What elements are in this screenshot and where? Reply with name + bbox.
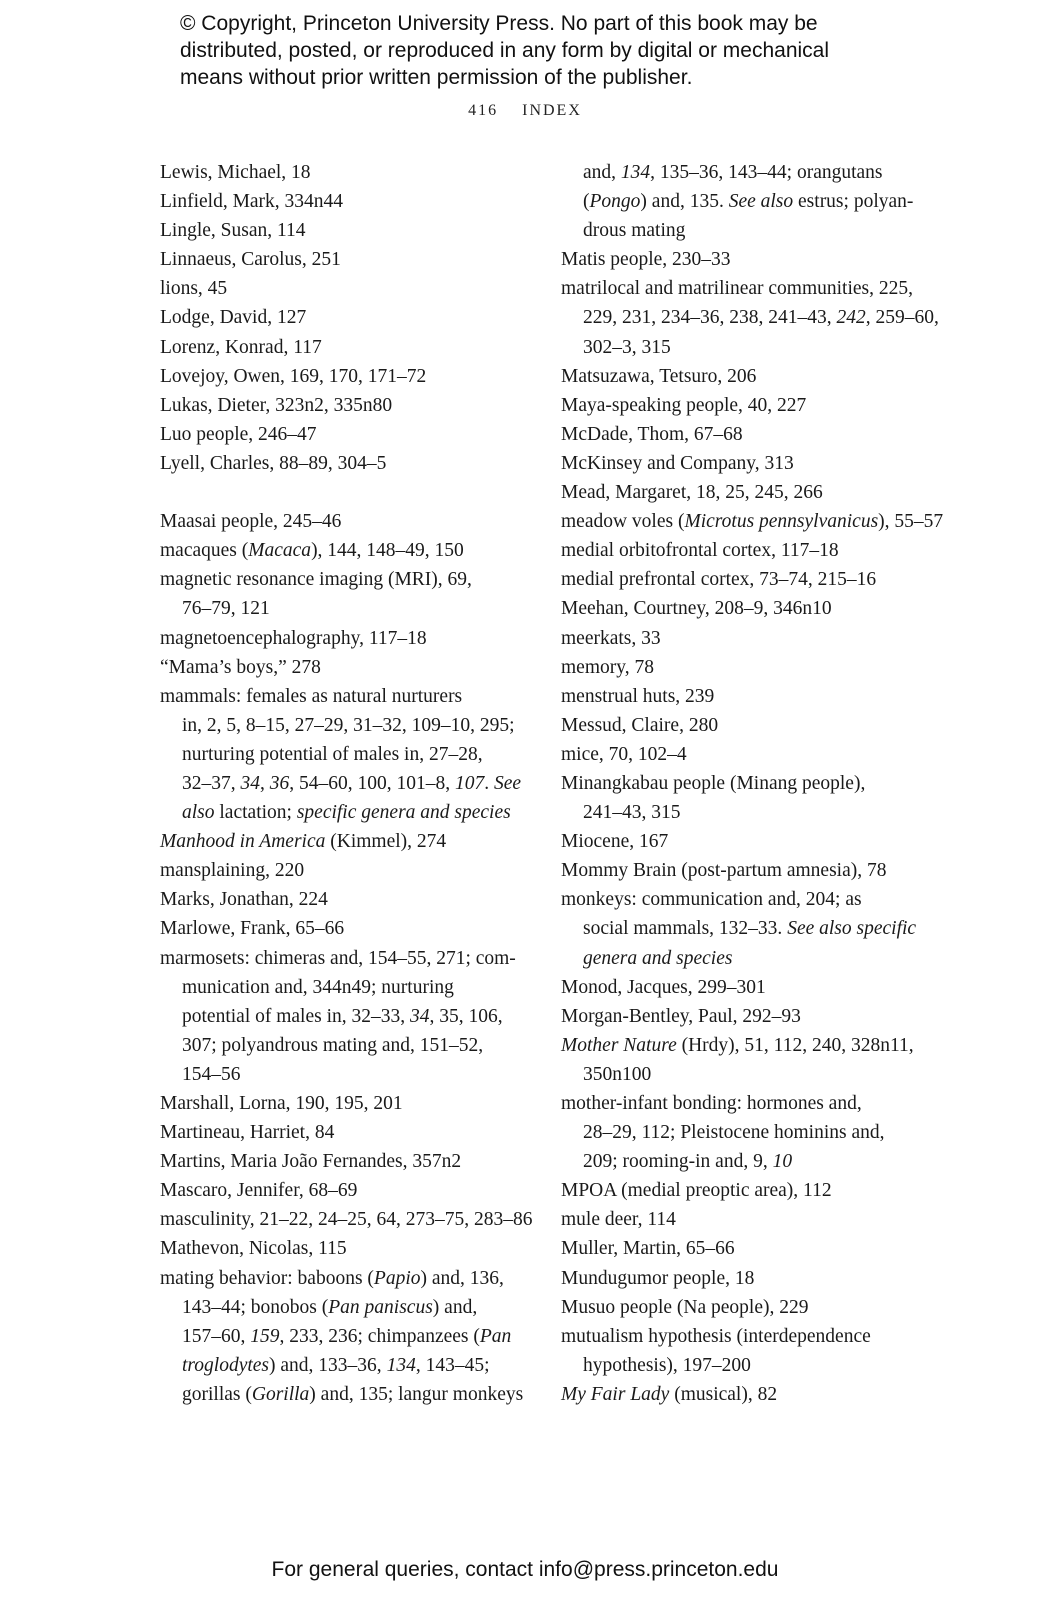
index-entry-continuation: social mammals, 132–33. See also specific: [583, 918, 917, 940]
index-entry: meerkats, 33: [561, 627, 661, 649]
index-entry: medial orbitofrontal cortex, 117–18: [561, 540, 839, 562]
index-entry: mansplaining, 220: [160, 860, 305, 882]
index-entry-continuation: nurturing potential of males in, 27–28,: [182, 743, 483, 765]
copyright-line-1: © Copyright, Princeton University Press. No part of this book may be: [180, 12, 818, 35]
index-entry: McKinsey and Company, 313: [561, 452, 794, 474]
index-entry-continuation: troglodytes) and, 133–36, 134, 143–45;: [182, 1354, 490, 1376]
footer-contact: For general queries, contact info@press.princeton.edu: [271, 1558, 779, 1581]
index-entry-continuation: 143–44; bonobos (Pan paniscus) and,: [182, 1296, 478, 1318]
index-entry: Maya-speaking people, 40, 227: [561, 394, 807, 416]
index-entry: magnetic resonance imaging (MRI), 69,: [160, 569, 472, 591]
index-entry-continuation: 154–56: [182, 1063, 241, 1085]
index-entry-continuation: 209; rooming-in and, 9, 10: [583, 1151, 793, 1173]
index-entry-continuation: genera and species: [583, 947, 733, 969]
index-entry: lions, 45: [160, 278, 228, 300]
index-entry-continuation: (Pongo) and, 135. See also estrus; polyan-: [583, 191, 914, 213]
index-entry-continuation: 302–3, 315: [583, 336, 671, 358]
index-entry: Mead, Margaret, 18, 25, 245, 266: [561, 482, 823, 504]
index-entry: Meehan, Courtney, 208–9, 346n10: [561, 598, 832, 620]
index-column-right: [561, 158, 944, 1409]
index-entry-continuation: also lactation; specific genera and species: [182, 802, 511, 824]
index-entry: Martins, Maria João Fernandes, 357n2: [160, 1151, 462, 1173]
index-entry: Monod, Jacques, 299–301: [561, 976, 766, 998]
index-entry-continuation: 32–37, 34, 36, 54–60, 100, 101–8, 107. See: [182, 772, 522, 794]
index-entry: Martineau, Harriet, 84: [160, 1122, 335, 1144]
index-entry: Linfield, Mark, 334n44: [160, 191, 344, 213]
index-entry-continuation: 229, 231, 234–36, 238, 241–43, 242, 259–60,: [583, 307, 939, 329]
index-entry-continuation: in, 2, 5, 8–15, 27–29, 31–32, 109–10, 295;: [182, 714, 515, 736]
index-entry: Lewis, Michael, 18: [160, 162, 311, 183]
index-entry: Mommy Brain (post-partum amnesia), 78: [561, 860, 887, 882]
index-entry: Marks, Jonathan, 224: [160, 889, 328, 911]
running-head: [0, 102, 1050, 120]
section-title: INDEX: [522, 102, 582, 119]
index-entry-continuation: gorillas (Gorilla) and, 135; langur monkeys: [182, 1383, 524, 1405]
index-entry: Manhood in America (Kimmel), 274: [160, 831, 447, 853]
index-entry: Matsuzawa, Tetsuro, 206: [561, 365, 757, 387]
index-entry-continuation: 28–29, 112; Pleistocene hominins and,: [583, 1122, 885, 1144]
index-entry: “Mama’s boys,” 278: [160, 656, 321, 678]
index-entry: Lorenz, Konrad, 117: [160, 336, 322, 358]
index-entry: mutualism hypothesis (interdependence: [561, 1325, 871, 1347]
page-number: 416: [468, 102, 499, 119]
index-entry: mice, 70, 102–4: [561, 743, 687, 765]
index-entry-continuation: 241–43, 315: [583, 802, 681, 824]
index-entry: macaques (Macaca), 144, 148–49, 150: [160, 540, 464, 562]
index-entry: magnetoencephalography, 117–18: [160, 627, 427, 649]
index-entry: Lingle, Susan, 114: [160, 220, 306, 242]
index-gap: [160, 478, 520, 507]
index-entry-continuation: and, 134, 135–36, 143–44; orangutans: [583, 162, 883, 183]
index-entry: matrilocal and matrilinear communities, 225,: [561, 278, 913, 300]
index-entry: Marlowe, Frank, 65–66: [160, 918, 345, 940]
copyright-notice: [180, 10, 900, 91]
copyright-line-3: means without prior written permission of the publisher.: [180, 66, 693, 89]
index-entry: Mathevon, Nicolas, 115: [160, 1238, 347, 1260]
index-entry: marmosets: chimeras and, 154–55, 271; com-: [160, 947, 516, 969]
index-entry: Musuo people (Na people), 229: [561, 1296, 809, 1318]
index-entry: Minangkabau people (Minang people),: [561, 772, 866, 794]
index-entry-continuation: 350n100: [583, 1063, 652, 1085]
index-entry: Messud, Claire, 280: [561, 714, 719, 736]
index-entry: Morgan-Bentley, Paul, 292–93: [561, 1005, 801, 1027]
index-entry: My Fair Lady (musical), 82: [561, 1383, 778, 1405]
index-entry: Lovejoy, Owen, 169, 170, 171–72: [160, 365, 427, 387]
index-entry-continuation: 157–60, 159, 233, 236; chimpanzees (Pan: [182, 1325, 512, 1347]
index-entry-continuation: hypothesis), 197–200: [583, 1354, 751, 1376]
index-entry: menstrual huts, 239: [561, 685, 715, 707]
index-entry: Mother Nature (Hrdy), 51, 112, 240, 328n11,: [561, 1034, 914, 1056]
index-entry: mother-infant bonding: hormones and,: [561, 1093, 862, 1114]
index-entry: mule deer, 114: [561, 1209, 676, 1231]
index-entry: Linnaeus, Carolus, 251: [160, 249, 341, 271]
index-entry-continuation: munication and, 344n49; nurturing: [182, 976, 454, 998]
index-entry: masculinity, 21–22, 24–25, 64, 273–75, 283–86: [160, 1209, 533, 1231]
copyright-line-2: distributed, posted, or reproduced in any form by digital or mechanical: [180, 39, 830, 62]
index-entry: MPOA (medial preoptic area), 112: [561, 1180, 832, 1202]
index-entry: Matis people, 230–33: [561, 249, 731, 271]
index-entry: Miocene, 167: [561, 831, 669, 853]
index-entry: Maasai people, 245–46: [160, 511, 342, 533]
index-entry: Lukas, Dieter, 323n2, 335n80: [160, 394, 393, 416]
index-entry: Lodge, David, 127: [160, 307, 307, 329]
index-entry: Mundugumor people, 18: [561, 1267, 755, 1289]
index-entry: mating behavior: baboons (Papio) and, 136,: [160, 1267, 504, 1289]
index-entry: McDade, Thom, 67–68: [561, 423, 743, 445]
index-entry: meadow voles (Microtus pennsylvanicus), 55–57: [561, 511, 944, 533]
index-entry: medial prefrontal cortex, 73–74, 215–16: [561, 569, 877, 591]
index-entry: Mascaro, Jennifer, 68–69: [160, 1180, 358, 1202]
index-entry-continuation: 307; polyandrous mating and, 151–52,: [182, 1034, 484, 1056]
index-column-left: [160, 158, 533, 1409]
index-entry-continuation: 76–79, 121: [182, 598, 270, 620]
index-entry: Lyell, Charles, 88–89, 304–5: [160, 452, 387, 474]
index-entry: memory, 78: [561, 656, 654, 678]
index-entry: mammals: females as natural nurturers: [160, 685, 463, 707]
index-entry: Muller, Martin, 65–66: [561, 1238, 735, 1260]
index-entry-continuation: potential of males in, 32–33, 34, 35, 106,: [182, 1005, 503, 1027]
index-entry: Luo people, 246–47: [160, 423, 317, 445]
index-entry: Marshall, Lorna, 190, 195, 201: [160, 1093, 403, 1114]
index-entry-continuation: drous mating: [583, 220, 686, 242]
index-entry: monkeys: communication and, 204; as: [561, 889, 862, 911]
